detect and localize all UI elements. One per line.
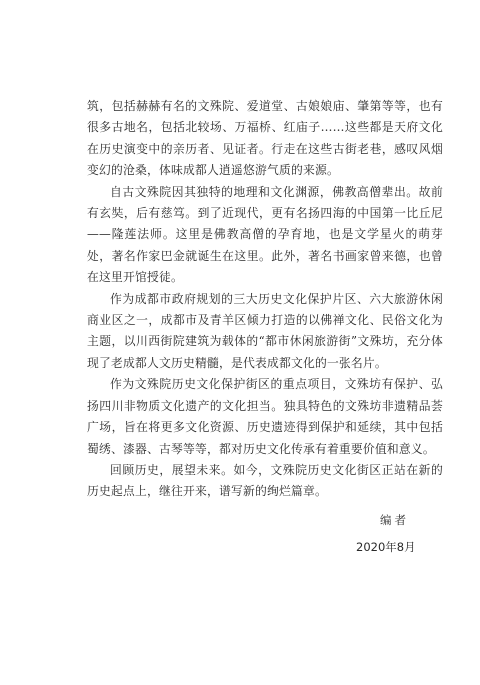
paragraph: 作为成都市政府规划的三大历史文化保护片区、六大旅游休闲商业区之一，成都市及青羊区倾力打造的以佛禅文化、民俗文化为主题，以川西街院建筑为载体的“都市休闲旅游街”文殊坊，充分体现了老成都人文历史精髓，是代表成都文化的一张名片。 xyxy=(87,291,443,370)
body-text xyxy=(87,96,443,503)
editor-signature: 编者 xyxy=(380,513,409,527)
paragraph: 自古文殊院因其独特的地理和文化渊源，佛教高僧辈出。故前有玄奘，后有慈笃。到了近现代，更有名扬四海的中国第一比丘尼——隆莲法师。这里是佛教高僧的孕育地，也是文学星火的萌芽处，著名作家巴金就诞生在这里。此外，著名书画家曾来德，也曾在这里开馆授徒。 xyxy=(87,184,443,285)
paragraph-continuation: 筑，包括赫赫有名的文殊院、爱道堂、古娘娘庙、肇第等等，也有很多古地名，包括北较场、万福桥、红庙子……这些都是天府文化在历史演变中的亲历者、见证者。行走在这些古街老巷，感叹风烟变幻的沧桑，体味成都人逍遥悠游气质的来源。 xyxy=(87,99,443,178)
date-line: 2020年8月 xyxy=(356,540,416,554)
paragraph: 回顾历史，展望未来。如今，文殊院历史文化街区正站在新的历史起点上，继往开来，谱写新的绚烂篇章。 xyxy=(87,462,443,499)
paragraph: 作为文殊院历史文化保护街区的重点项目，文殊坊有保护、弘扬四川非物质文化遗产的文化担当。独具特色的文殊坊非遗精品荟广场，旨在将更多文化资源、历史遗迹得到保护和延续，其中包括蜀绣、漆器、古琴等等，都对历史文化传承有着重要价值和意义。 xyxy=(87,377,443,456)
